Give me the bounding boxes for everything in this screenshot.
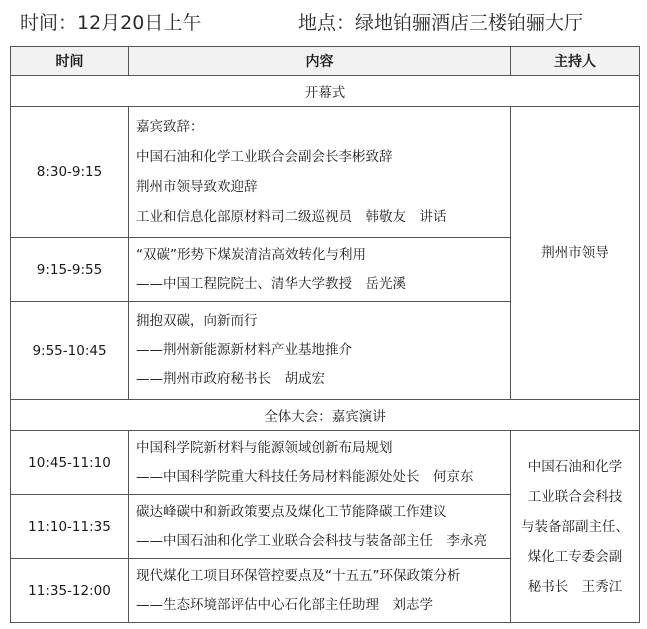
content-cell (129, 302, 511, 400)
time-cell: 8:30-9:15 (11, 107, 129, 238)
host-line: 煤化工专委会副 (527, 548, 623, 565)
time-cell: 9:55-10:45 (11, 302, 129, 400)
agenda-table (10, 46, 640, 623)
content-line: ——荆州新能源新材料产业基地推介 (136, 342, 352, 358)
host-cell-opening (511, 107, 640, 400)
content-cell (129, 107, 511, 238)
time-cell: 11:10-11:35 (11, 495, 129, 559)
content-cell (129, 431, 511, 495)
column-header-content: 内容 (129, 47, 511, 76)
location-label: 地点：绿地铂骊酒店三楼铂骊大厅 (298, 12, 584, 34)
host-cell-plenary (511, 431, 640, 623)
section-title-plenary: 全体大会：嘉宾演讲 (11, 400, 640, 431)
section-title-opening: 开幕式 (11, 76, 640, 107)
content-line: 现代煤化工项目环保管控要点及“十五五”环保政策分析 (136, 567, 461, 584)
section-row (11, 400, 640, 431)
content-line: ——荆州市政府秘书长 胡成宏 (136, 371, 325, 387)
column-header-host: 主持人 (511, 47, 640, 76)
content-line: 荆州市领导致欢迎辞 (136, 179, 258, 195)
content-line: ——中国工程院院士、清华大学教授 岳光溪 (136, 275, 406, 292)
date-time-label: 时间：12月20日上午 (20, 12, 202, 34)
content-line: 中国科学院新材料与能源领域创新布局规划 (136, 439, 393, 456)
content-line: 工业和信息化部原材料司二级巡视员 韩敬友 讲话 (136, 209, 447, 225)
host-line: 与装备部副主任、 (521, 518, 629, 535)
column-header-time: 时间 (11, 47, 129, 76)
table-row (11, 107, 640, 238)
content-line: 碳达峰碳中和新政策要点及煤化工节能降碳工作建议 (136, 503, 447, 520)
content-cell (129, 495, 511, 559)
content-line: 嘉宾致辞： (136, 119, 204, 135)
time-cell: 9:15-9:55 (11, 238, 129, 302)
content-line: ——中国科学院重大科技任务局材料能源处处长 何京东 (136, 468, 474, 485)
schedule-header (0, 0, 647, 44)
table-row (11, 431, 640, 495)
time-cell: 11:35-12:00 (11, 559, 129, 623)
content-cell (129, 238, 511, 302)
time-cell: 10:45-11:10 (11, 431, 129, 495)
section-row (11, 76, 640, 107)
content-line: ——中国石油和化学工业联合会科技与装备部主任 李永亮 (136, 532, 487, 549)
content-line: 拥抱双碳，向新而行 (136, 313, 258, 329)
content-line: “双碳”形势下煤炭清洁高效转化与利用 (136, 246, 366, 263)
content-line: 中国石油和化学工业联合会副会长李彬致辞 (136, 149, 393, 165)
host-line: 中国石油和化学 (527, 458, 623, 475)
host-line: 工业联合会科技 (527, 488, 623, 505)
host-line: 秘书长 王秀江 (527, 578, 623, 595)
content-line: ——生态环境部评估中心石化部主任助理 刘志学 (136, 596, 433, 613)
content-cell (129, 559, 511, 623)
table-header-row (11, 47, 640, 76)
host-line: 荆州市领导 (541, 244, 609, 261)
